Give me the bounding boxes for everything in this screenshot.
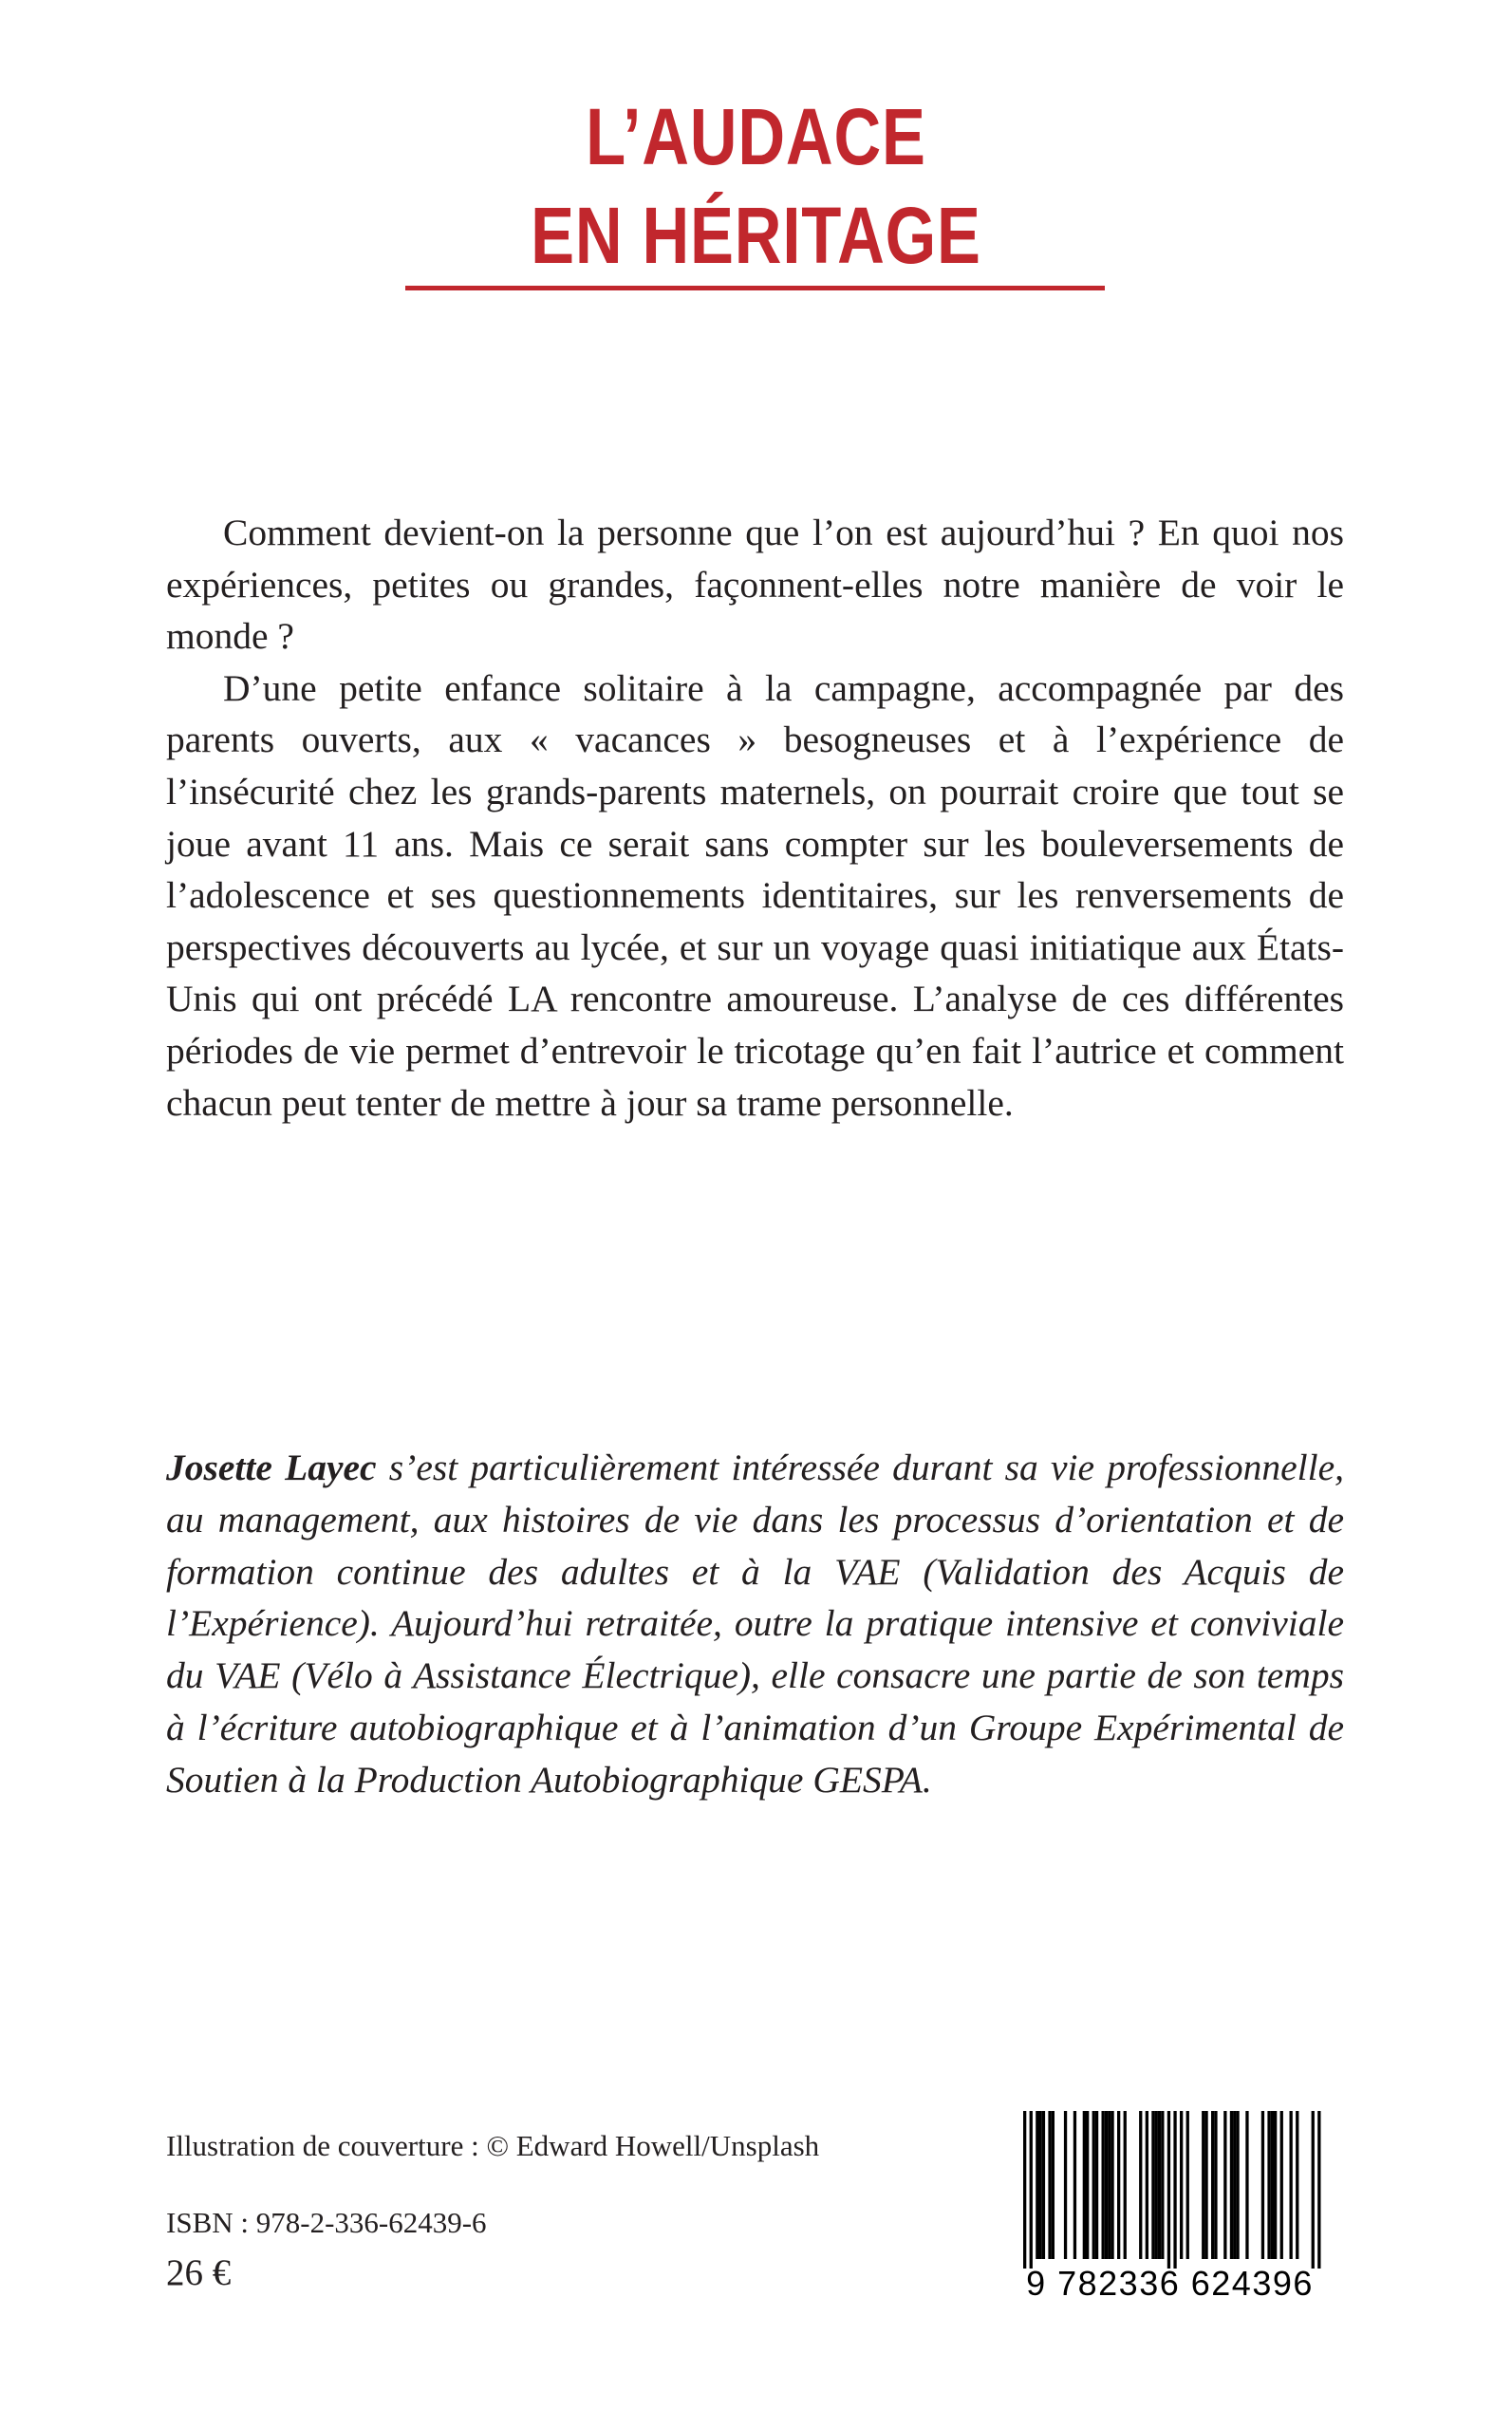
barcode-bar <box>1124 2111 1127 2259</box>
barcode-bar <box>1290 2111 1293 2259</box>
barcode-bar <box>1155 2111 1158 2259</box>
barcode-bar <box>1111 2111 1113 2259</box>
barcode-bar <box>1146 2111 1148 2259</box>
barcode-bar <box>1312 2111 1315 2269</box>
barcode-bar <box>1267 2111 1270 2259</box>
barcode-bar <box>1083 2111 1086 2259</box>
synopsis-paragraph: D’une petite enfance solitaire à la campagne, accompagnée par des parents ouverts, aux « vacances » besogneuses et à l’expérience de l’insécurité chez les grands-parents maternels, on pourrait croire que tout se joue avant 11 ans. Mais ce serait sans compter sur les bouleversements de l’adolescence et ses questionnements identitaires, sur les renversements de perspectives découverts au lycée, et sur un voyage quasi initiatique aux États-Unis qui ont précédé LA rencontre amoureuse. L’analyse de ces différentes périodes de vie permet d’entrevoir le tricotage qu’en fait l’autrice et comment chacun peut tenter de mettre à jour sa trame personnelle. <box>166 666 1344 1124</box>
barcode-bar <box>1274 2111 1277 2259</box>
barcode-bar <box>1023 2111 1026 2269</box>
barcode-bar <box>1048 2111 1051 2259</box>
barcode-bar <box>1271 2111 1274 2259</box>
barcode-bar <box>1261 2111 1264 2259</box>
barcode-bar <box>1158 2111 1161 2259</box>
barcode-bar <box>1280 2111 1283 2259</box>
barcode-bar <box>1214 2111 1217 2259</box>
barcode-bar <box>1202 2111 1204 2259</box>
barcode-bar <box>1317 2111 1320 2269</box>
barcode-bar <box>1052 2111 1055 2259</box>
author-name: Josette Layec <box>166 1447 377 1488</box>
barcode-bar <box>1204 2111 1207 2259</box>
barcode-bar <box>1073 2111 1076 2259</box>
illustration-credit: Illustration de couverture : © Edward Howell/Unsplash <box>166 2129 820 2162</box>
barcode-bar <box>1108 2111 1111 2259</box>
isbn: ISBN : 978-2-336-62439-6 <box>166 2206 487 2239</box>
barcode-bar <box>1030 2111 1033 2269</box>
title-line-2: EN HÉRITAGE <box>531 191 981 280</box>
barcode-bar <box>1105 2111 1108 2259</box>
barcode-digits: 9 782336 624396 <box>1026 2264 1314 2303</box>
barcode-bar <box>1039 2111 1042 2259</box>
barcode-bar <box>1296 2111 1298 2259</box>
book-title <box>136 87 1375 285</box>
barcode-bar <box>1230 2111 1233 2259</box>
barcode-bar <box>1042 2111 1045 2259</box>
barcode-bar <box>1211 2111 1214 2259</box>
barcode-bar <box>1092 2111 1095 2259</box>
barcode-bar <box>1036 2111 1038 2259</box>
barcode-bar <box>1167 2111 1170 2269</box>
barcode-bars <box>1002 2107 1337 2269</box>
barcode-bar <box>1245 2111 1248 2259</box>
title-line-1: L’AUDACE <box>586 92 926 181</box>
barcode-bar <box>1117 2111 1120 2259</box>
barcode-bar <box>1180 2111 1183 2259</box>
barcode <box>1002 2107 1337 2306</box>
title-divider <box>405 286 1105 290</box>
synopsis-paragraph: Comment devient-on la personne que l’on est aujourd’hui ? En quoi nos expériences, petites ou grandes, façonnent-elles notre manière de voir le monde ? <box>166 512 1344 658</box>
barcode-bar <box>1236 2111 1239 2259</box>
barcode-bar <box>1086 2111 1089 2259</box>
barcode-bar <box>1151 2111 1154 2259</box>
barcode-bar <box>1173 2111 1176 2269</box>
barcode-bar <box>1064 2111 1067 2259</box>
barcode-bar <box>1223 2111 1226 2259</box>
barcode-bar <box>1161 2111 1164 2259</box>
barcode-bar <box>1139 2111 1142 2259</box>
barcode-bar <box>1233 2111 1236 2259</box>
price: 26 € <box>166 2252 232 2293</box>
barcode-bar <box>1095 2111 1098 2259</box>
author-bio-paragraph <box>166 1442 1344 1806</box>
author-bio-text: s’est particulièrement intéressée durant sa vie professionnelle, au management, aux histoires de vie dans les processus d’orientation et de formation continue des adultes et à la VAE (Validation des Acquis de l’Expérience). Aujourd’hui retraitée, outre la pratique intensive et conviviale du VAE (Vélo à Assistance Électrique), elle consacre une partie de son temps à l’écriture autobiographique et à l’animation d’un Groupe Expérimental de Soutien à la Production Autobiographique GESPA. <box>166 1447 1344 1801</box>
synopsis <box>166 507 1344 1129</box>
author-bio <box>166 1442 1344 1806</box>
barcode-bar <box>1186 2111 1189 2259</box>
barcode-bar <box>1102 2111 1105 2259</box>
